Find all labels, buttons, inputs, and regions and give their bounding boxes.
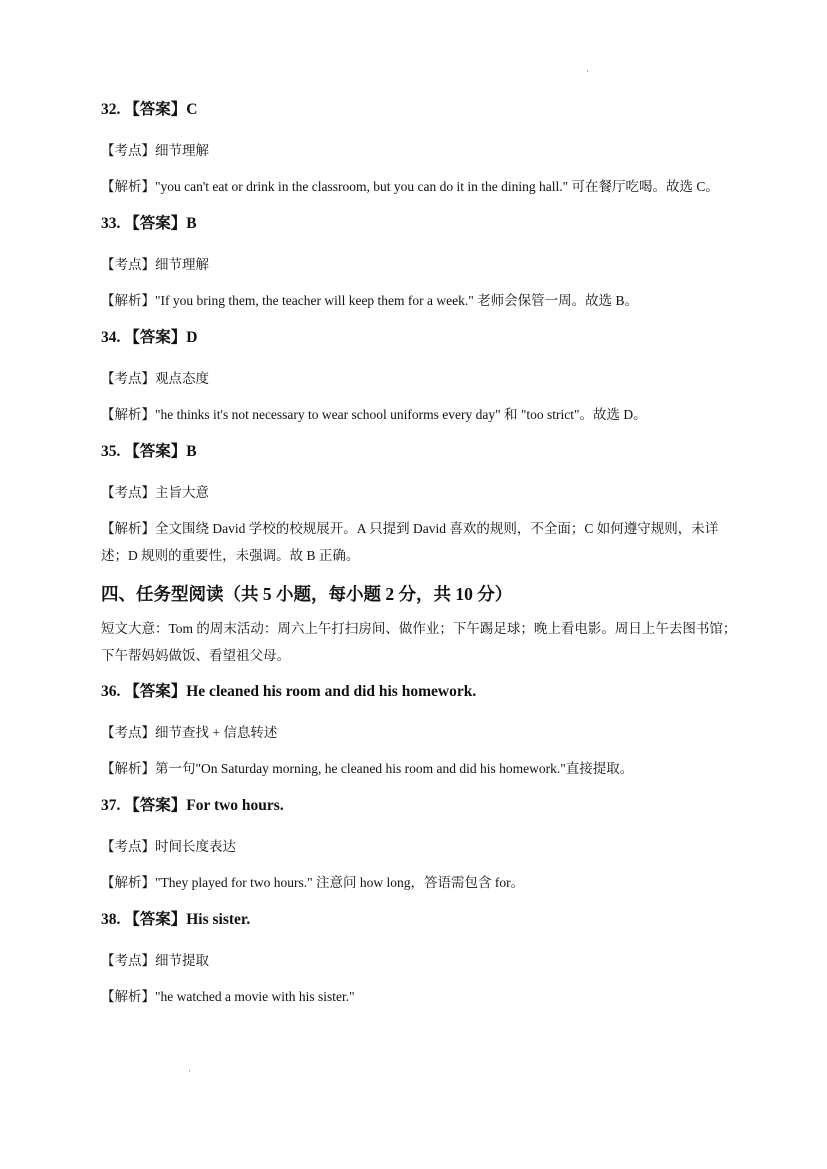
kaodian-line: 【考点】细节提取 (101, 953, 209, 968)
kaodian-line: 【考点】主旨大意 (101, 485, 209, 500)
answer-item-32 (101, 98, 741, 200)
kaodian-line: 【考点】观点态度 (101, 371, 209, 386)
jiexi-line: 【解析】全文围绕 David 学校的校规展开。A 只提到 David 喜欢的规则，不全面；C 如何遵守规则，未详述；D 规则的重要性，未强调。故 B 正确。 (101, 521, 719, 563)
answer-heading: 35. 【答案】B (101, 443, 197, 460)
jiexi-line: 【解析】"you can't eat or drink in the classroom, but you can do it in the dining hall." 可在餐厅吃喝。故选 C。 (101, 179, 719, 194)
answer-heading: 34. 【答案】D (101, 329, 198, 346)
passage-summary: 短文大意：Tom 的周末活动：周六上午打扫房间、做作业；下午踢足球；晚上看电影。周日上午去图书馆；下午帮妈妈做饭、看望祖父母。 (101, 621, 737, 663)
jiexi-line: 【解析】第一句"On Saturday morning, he cleaned his room and did his homework."直接提取。 (101, 761, 634, 776)
answer-heading: 33. 【答案】B (101, 215, 197, 232)
answer-heading: 37. 【答案】For two hours. (101, 797, 284, 814)
answer-item-36 (101, 680, 741, 782)
jiexi-line: 【解析】"They played for two hours." 注意问 how long，答语需包含 for。 (101, 875, 525, 890)
kaodian-line: 【考点】细节理解 (101, 143, 209, 158)
section-title: 四、任务型阅读（共 5 小题，每小题 2 分，共 10 分） (101, 584, 513, 604)
answer-item-33 (101, 212, 741, 314)
kaodian-line: 【考点】时间长度表达 (101, 839, 236, 854)
footer-dot: · (188, 1066, 191, 1076)
answer-heading: 32. 【答案】C (101, 101, 198, 118)
kaodian-line: 【考点】细节理解 (101, 257, 209, 272)
answer-item-35 (101, 440, 741, 569)
header-dot: · (586, 66, 589, 76)
page-content (101, 98, 741, 1022)
jiexi-line: 【解析】"he thinks it's not necessary to wear school uniforms every day" 和 "too strict"。故选 D。 (101, 407, 647, 422)
answer-item-34 (101, 326, 741, 428)
jiexi-line: 【解析】"If you bring them, the teacher will keep them for a week." 老师会保管一周。故选 B。 (101, 293, 639, 308)
answer-item-37 (101, 794, 741, 896)
answer-heading: 36. 【答案】He cleaned his room and did his homework. (101, 683, 477, 700)
kaodian-line: 【考点】细节查找 + 信息转述 (101, 725, 278, 740)
answer-item-38 (101, 908, 741, 1010)
answer-heading: 38. 【答案】His sister. (101, 911, 251, 928)
jiexi-line: 【解析】"he watched a movie with his sister." (101, 989, 355, 1004)
